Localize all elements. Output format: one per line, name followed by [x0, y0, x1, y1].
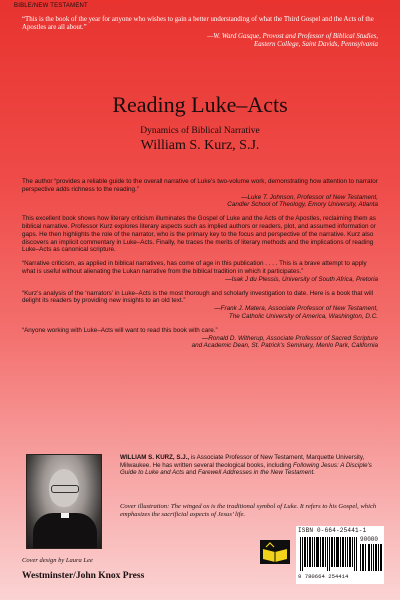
endorsement-attribution: —Isak J du Plessis, University of South Africa, Pretoria — [225, 275, 378, 283]
top-endorsement-text: “This is the book of the year for anyone who wishes to gain a better understanding of what the Third Gospel and the Acts of the Apostles are all about.” — [22, 16, 374, 32]
book-author: William S. Kurz, S.J. — [140, 138, 260, 153]
endorsement-attribution: —Luke T. Johnson, Professor of New Testament, — [241, 193, 378, 201]
top-endorsement-attribution-1: —W. Ward Gasque, Provost and Professor of Biblical Studies, — [207, 32, 378, 40]
cover-design-credit: Cover design by Laura Lee — [22, 557, 93, 564]
author-bio-and: and — [184, 469, 198, 477]
endorsements-section — [22, 178, 378, 356]
portrait-glasses — [51, 485, 79, 493]
author-bio — [120, 454, 382, 477]
isbn-number: ISBN 0-664-25441-1 — [298, 527, 367, 534]
endorsement-du-plessis — [22, 260, 378, 283]
endorsement-attribution: and Academic Dean, St. Patrick’s Seminary, Menlo Park, California — [191, 342, 378, 350]
price-code: 90000 — [360, 536, 379, 543]
supplemental-barcode-icon — [360, 544, 382, 571]
endorsement-text: The author “provides a reliable guide to the overall narrative of Luke’s two-volume work, demonstrating how attention to narrator perspective adds richness to the reading.” — [22, 178, 378, 193]
cover-illustration-note: Cover illustration: The winged ox is the traditional symbol of Luke. It refers to his Gospel, which emphasizes the sacrificial aspects of Jesus’ life. — [120, 503, 377, 518]
top-endorsement-attribution-2: Eastern College, Saint Davids, Pennsylvania — [253, 41, 378, 49]
ean-number: 9 780664 254414 — [298, 573, 349, 580]
endorsement-johnson — [22, 178, 378, 209]
author-bio-book-title: Following Jesus: A Disciple’s Guide to Luke and Acts — [120, 461, 372, 477]
endorsement-text: “Anyone working with Luke–Acts will want to read this book with care.” — [22, 326, 218, 334]
endorsement-attribution: The Catholic University of America, Washington, D.C. — [228, 312, 378, 320]
author-bio-book-title-2: Farewell Addresses in the New Testament. — [197, 469, 316, 477]
open-book-logo-icon — [260, 540, 290, 564]
author-portrait-photo — [26, 454, 102, 549]
top-endorsement — [22, 16, 378, 50]
author-bio-text: is Associate Professor of New Testament, Marquette University, Milwaukee. He has written several theological books, including — [120, 454, 365, 469]
publisher-name: Westminster/John Knox Press — [22, 571, 145, 581]
book-subtitle: Dynamics of Biblical Narrative — [140, 126, 260, 136]
endorsement-witherup — [22, 327, 378, 350]
endorsement-text: “Kurz’s analysis of the ‘narrators’ in Luke–Acts is the most thorough and scholarly investigation to date. Here is a book that will delight its readers by providing new insights to an old text.” — [22, 289, 374, 305]
book-title: Reading Luke–Acts — [112, 92, 288, 117]
author-bio-name: WILLIAM S. KURZ, S.J., — [120, 454, 190, 461]
barcode-panel — [296, 526, 384, 584]
endorsement-matera — [22, 290, 378, 321]
description-text: This excellent book shows how literary criticism illuminates the Gospel of Luke and the Acts of the Apostles, reclaiming them as biblical narrative. Professor Kurz explores literary aspects such as implied authors or readers, plot, and assumed information or gaps. He then highlights the role of the narrator, who is the primary key to the focus and perspective of the narrative. Kurz also discovers an implicit commentary in Luke–Acts. Finally, he traces the merits of literary methods and the implications of reading Luke–Acts as canonical scripture. — [22, 215, 376, 254]
barcode-icon — [300, 537, 358, 571]
category-label: BIBLE/NEW TESTAMENT — [14, 3, 88, 9]
endorsement-attribution: —Ronald D. Witherup, Associate Professor of Sacred Scripture — [201, 334, 378, 342]
portrait-collar — [61, 513, 69, 518]
endorsement-text: “Narrative criticism, as applied in biblical narratives, has come of age in this publication . . . . This is a brave attempt to apply what is useful without alienating the Lukan narrative from the biblical tradition in which it participates.” — [22, 260, 367, 275]
portrait-body — [33, 513, 97, 549]
book-description — [22, 215, 378, 254]
endorsement-attribution: —Frank J. Matera, Associate Professor of New Testament, — [214, 305, 378, 313]
endorsement-attribution: Candler School of Theology, Emory University, Atlanta — [227, 201, 378, 209]
